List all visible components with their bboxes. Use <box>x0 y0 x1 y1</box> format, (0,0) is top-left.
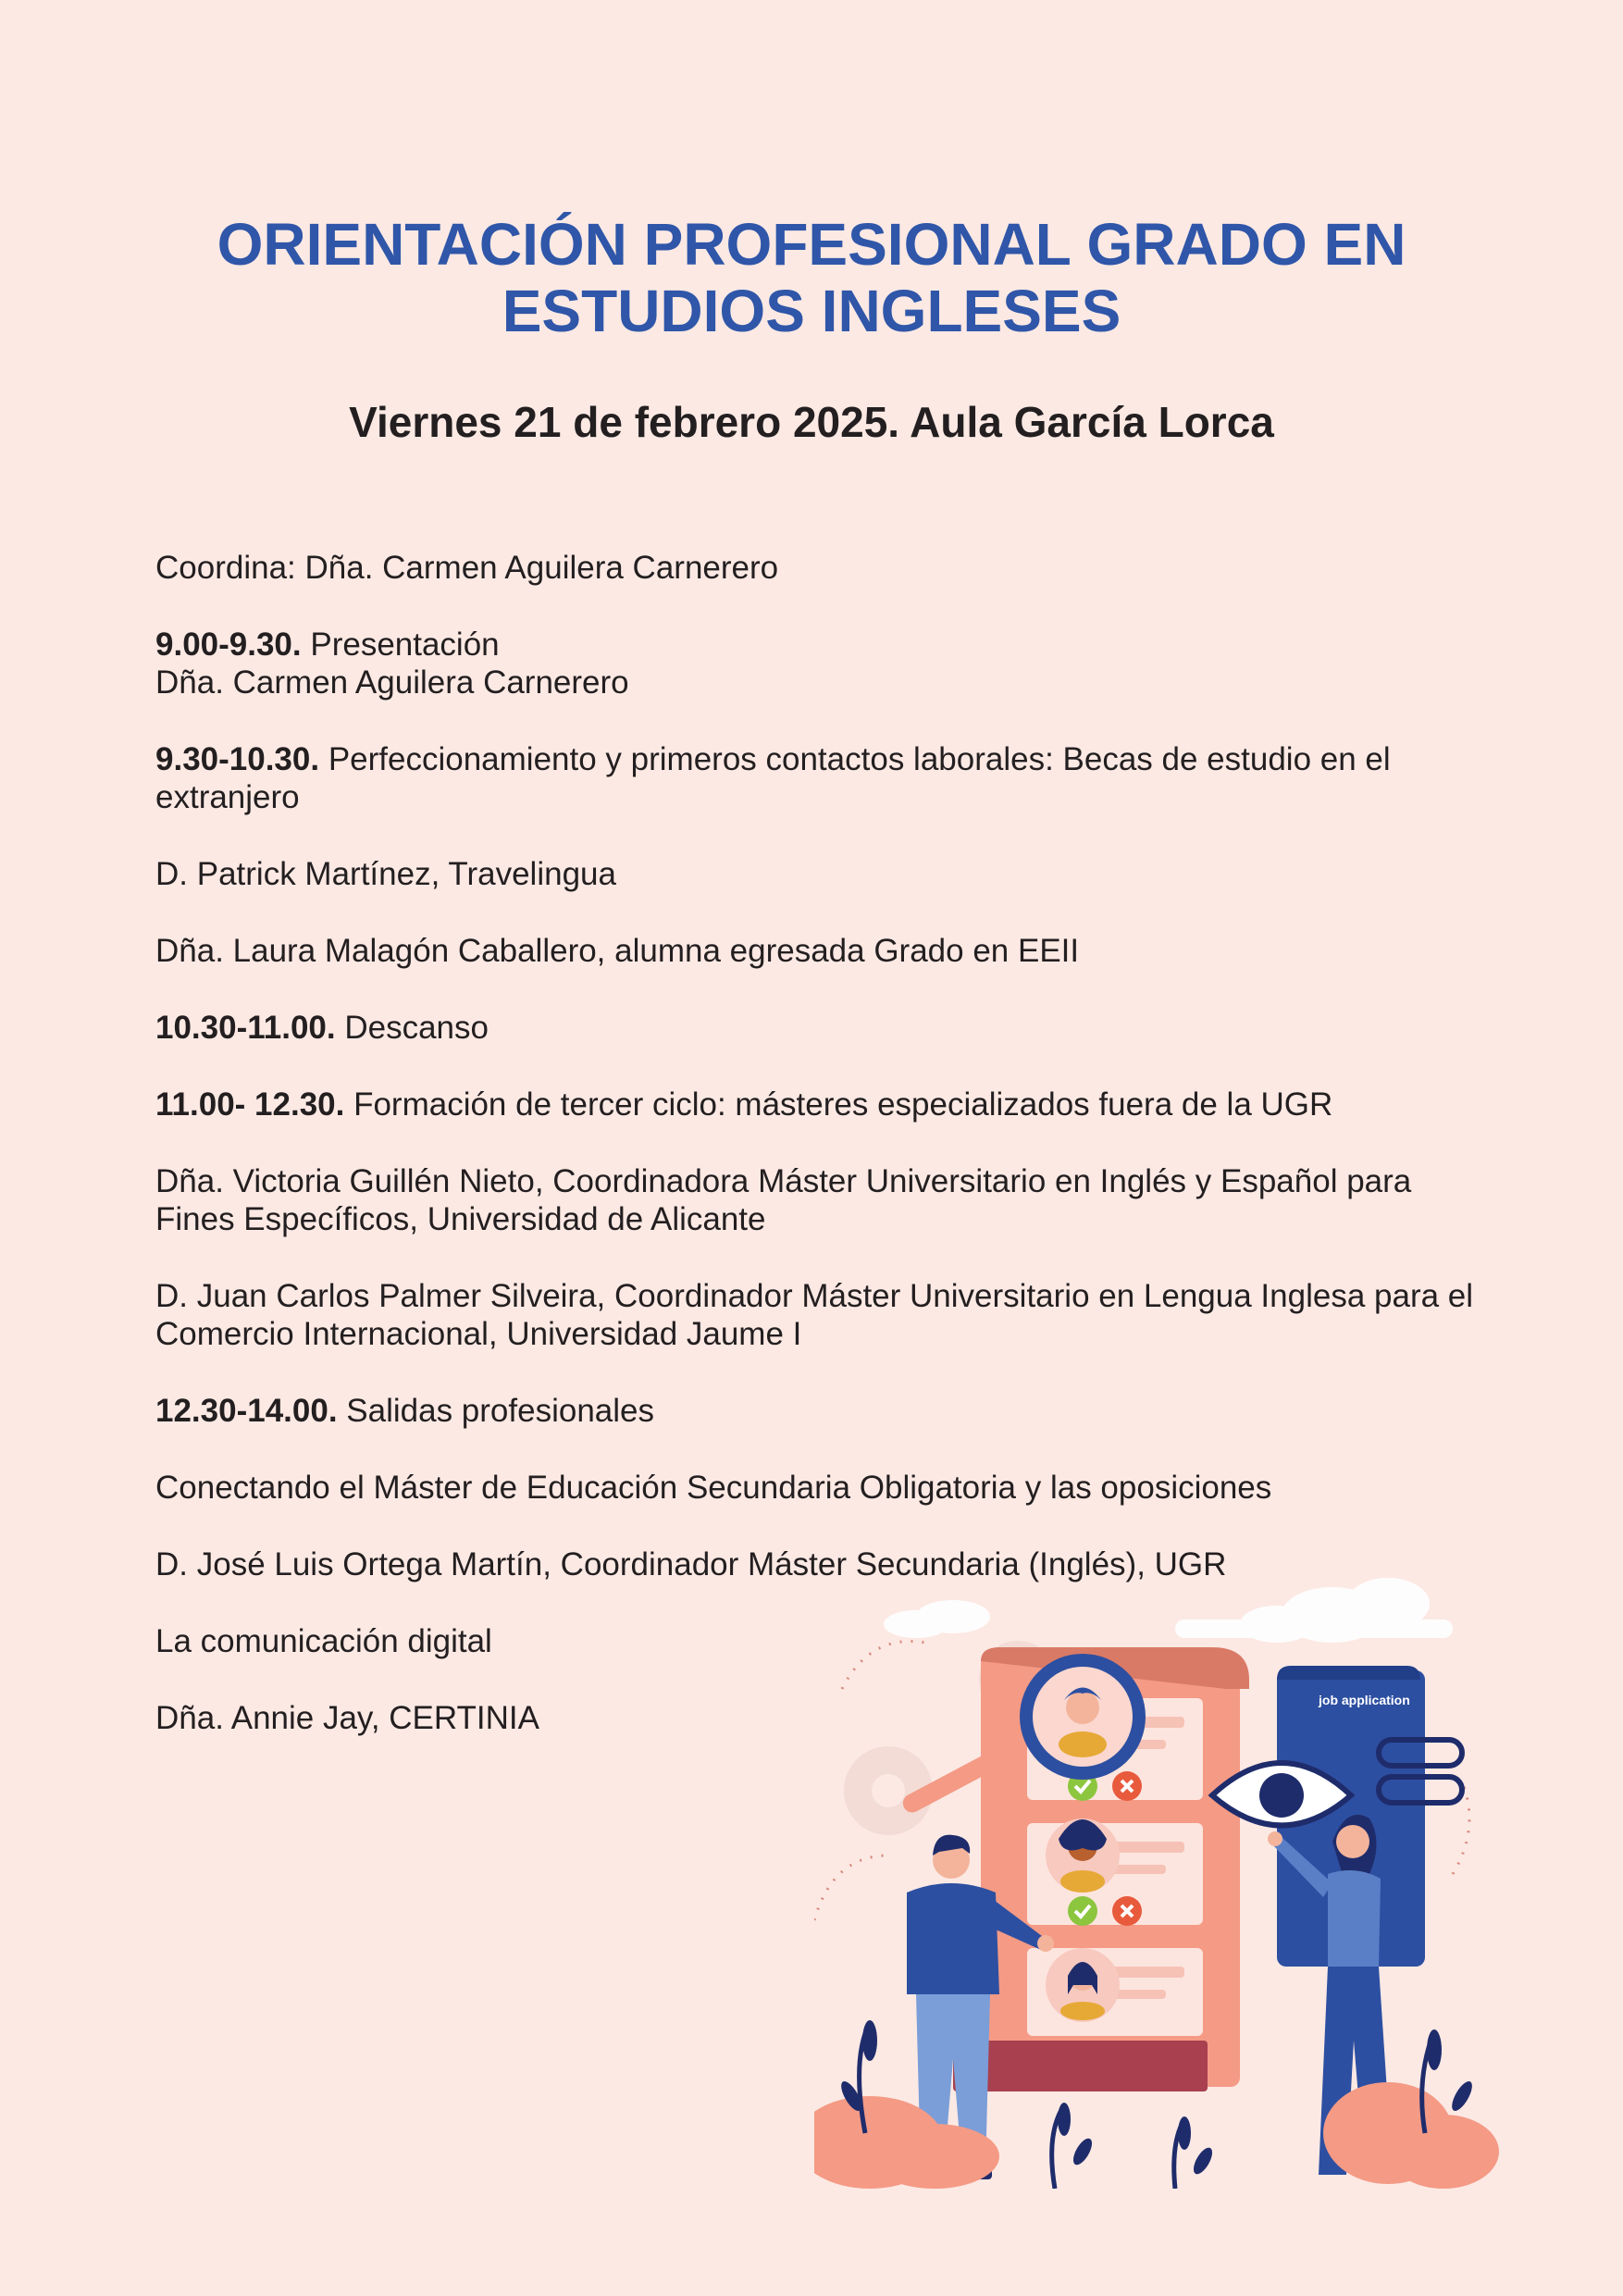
candidate-avatar-icon <box>1046 1818 1120 1893</box>
folder-label: job application <box>1319 1693 1410 1707</box>
event-date-location: Viernes 21 de febrero 2025. Aula García Lorca <box>349 398 1274 446</box>
block-4-time: 11.00- 12.30. <box>155 1086 345 1123</box>
block-5-heading <box>155 1392 1479 1430</box>
block-2-title: Perfeccionamiento y primeros contactos laborales: Becas de estudio en el extranjero <box>155 741 1391 815</box>
program <box>155 549 1479 1737</box>
block-4-speaker-2: D. Juan Carlos Palmer Silveira, Coordinador Máster Universitario en Lengua Inglesa para el Comercio Internacional, Universidad Jaume I <box>155 1278 1474 1352</box>
cloud-icon <box>884 1578 1453 1643</box>
block-1-heading <box>155 626 1479 664</box>
block-2-speaker-1: D. Patrick Martínez, Travelingua <box>155 856 616 892</box>
coordinator: Coordina: Dña. Carmen Aguilera Carnerero <box>155 550 779 586</box>
block-4-heading <box>155 1086 1479 1123</box>
block-5-topic-1: Conectando el Máster de Educación Secundaria Obligatoria y las oposiciones <box>155 1470 1272 1506</box>
job-application-illustration <box>814 1578 1499 2189</box>
block-5-speaker-1: D. José Luis Ortega Martín, Coordinador Máster Secundaria (Inglés), UGR <box>155 1546 1227 1582</box>
reject-icon <box>1112 1896 1142 1926</box>
block-2-heading <box>155 740 1479 816</box>
block-5-time: 12.30-14.00. <box>155 1393 338 1429</box>
reject-icon <box>1112 1771 1142 1801</box>
page-title <box>0 211 1623 344</box>
block-3-heading <box>155 1009 1479 1047</box>
title-line-1: ORIENTACIÓN PROFESIONAL GRADO EN <box>217 211 1406 278</box>
title-line-2: ESTUDIOS INGLESES <box>502 278 1121 344</box>
approve-icon <box>1068 1896 1097 1926</box>
block-2-speaker-2: Dña. Laura Malagón Caballero, alumna egresada Grado en EEII <box>155 933 1080 969</box>
block-5-speaker-2: Dña. Annie Jay, CERTINIA <box>155 1700 539 1736</box>
block-5-topic-2: La comunicación digital <box>155 1623 492 1659</box>
block-4-title: Formación de tercer ciclo: másteres especializados fuera de la UGR <box>344 1086 1333 1123</box>
block-1-time: 9.00-9.30. <box>155 627 302 663</box>
candidate-avatar-icon <box>1046 1948 1120 2022</box>
block-3-title: Descanso <box>335 1010 489 1046</box>
block-3-time: 10.30-11.00. <box>155 1010 336 1046</box>
block-1-title: Presentación <box>301 627 500 663</box>
block-1-speaker: Dña. Carmen Aguilera Carnerero <box>155 664 629 701</box>
block-5-title: Salidas profesionales <box>337 1393 654 1429</box>
block-4-speaker-1: Dña. Victoria Guillén Nieto, Coordinadora Máster Universitario en Inglés y Español para Fines Específicos, Universidad de Alicante <box>155 1163 1412 1237</box>
block-2-time: 9.30-10.30. <box>155 741 320 777</box>
